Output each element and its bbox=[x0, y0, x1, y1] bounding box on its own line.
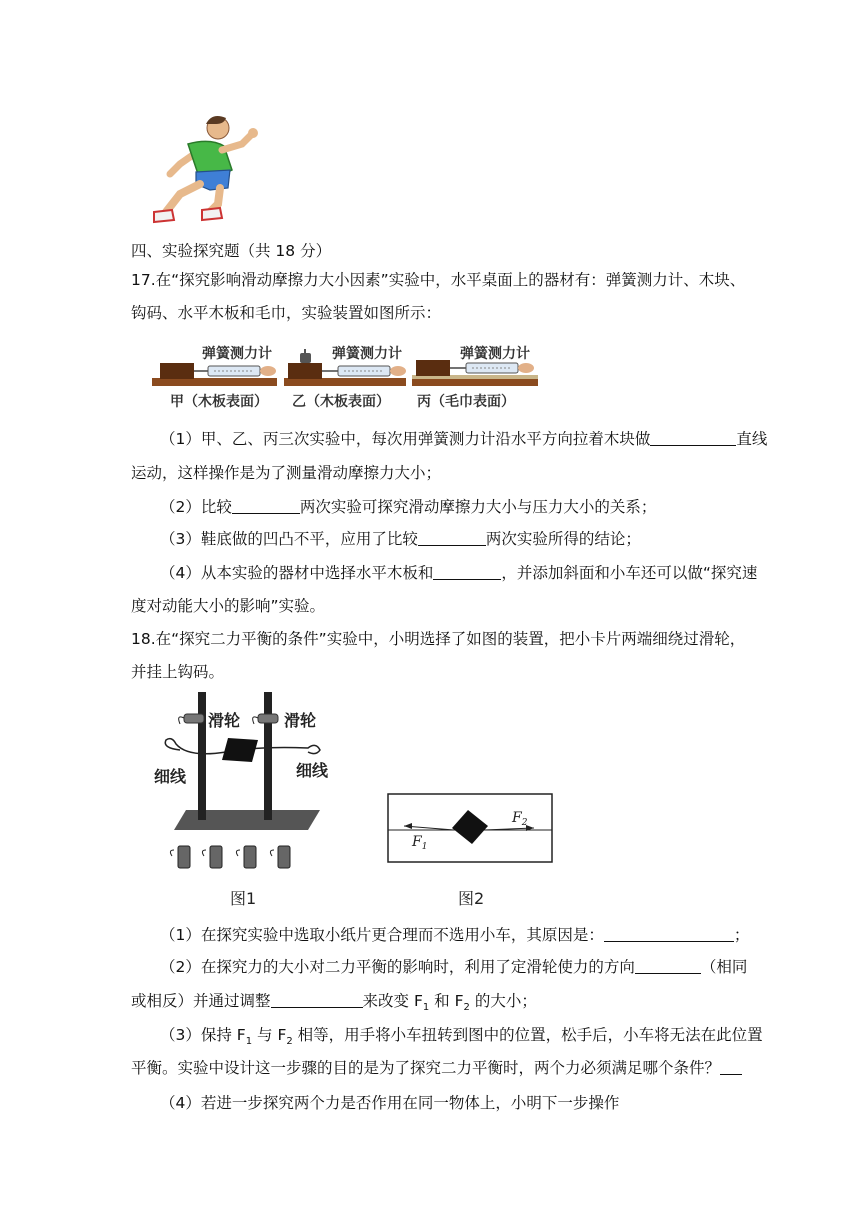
figure2-caption: 图2 bbox=[458, 889, 485, 908]
q18-part2-line1 bbox=[160, 956, 747, 978]
q17-part2-text-a: （2）比较 bbox=[160, 498, 232, 516]
q17-answer-blank-3[interactable] bbox=[418, 529, 486, 546]
q17-part1-line1 bbox=[160, 428, 767, 450]
q18-stem-line2: 并挂上钩码。 bbox=[131, 663, 225, 681]
two-force-apparatus-figure1 bbox=[148, 690, 338, 912]
q18-part2-text-c: 或相反）并通过调整 bbox=[131, 992, 271, 1010]
thread-label-left: 细线 bbox=[154, 767, 187, 786]
q18-part4: （4）若进一步探究两个力是否作用在同一物体上，小明下一步操作 bbox=[160, 1094, 620, 1112]
meter-label-bing: 弹簧测力计 bbox=[460, 346, 530, 362]
q18-part2-text-b: （相同 bbox=[700, 958, 748, 976]
apparatus-yi bbox=[284, 345, 406, 386]
thread-label-right: 细线 bbox=[296, 761, 329, 780]
apparatus-jia bbox=[152, 345, 277, 386]
f1-label: $F_1$ bbox=[412, 834, 428, 852]
q17-part3 bbox=[160, 528, 641, 550]
q17-answer-blank-4[interactable] bbox=[433, 563, 501, 580]
q17-part3-text-b: 两次实验所得的结论； bbox=[485, 530, 641, 548]
caption-bing: 丙（毛巾表面） bbox=[417, 394, 515, 410]
q18-part3-sub-2: 2 bbox=[286, 1036, 293, 1048]
q18-part1-text-b: ； bbox=[733, 926, 750, 944]
caption-jia: 甲（木板表面） bbox=[170, 394, 268, 410]
section-title: 四、实验探究题（共 18 分） bbox=[131, 242, 332, 260]
q17-part2 bbox=[160, 496, 656, 518]
q17-part1-text-b: 直线 bbox=[736, 430, 768, 448]
q18-answer-blank-1[interactable] bbox=[604, 925, 734, 942]
meter-label-yi: 弹簧测力计 bbox=[332, 346, 402, 362]
q17-part4-text-a: （4）从本实验的器材中选择水平木板和 bbox=[160, 564, 434, 582]
q18-part3-line1 bbox=[160, 1024, 763, 1053]
q17-stem-line1: 17.在“探究影响滑动摩擦力大小因素”实验中，水平桌面上的器材有：弹簧测力计、木块、 bbox=[131, 271, 746, 289]
q17-part2-text-b: 两次实验可探究滑动摩擦力大小与压力大小的关系； bbox=[299, 498, 657, 516]
q17-answer-blank-1[interactable] bbox=[650, 429, 736, 446]
force-diagram-figure2 bbox=[384, 792, 560, 912]
q18-part1 bbox=[160, 924, 749, 946]
q17-part4-line1 bbox=[160, 562, 757, 584]
q18-answer-blank-3[interactable] bbox=[271, 991, 363, 1008]
q17-part3-text-a: （3）鞋底做的凹凸不平，应用了比较 bbox=[160, 530, 418, 548]
q18-part2-line2 bbox=[131, 990, 537, 1019]
q18-part2-text-a: （2）在探究力的大小对二力平衡的影响时，利用了定滑轮使力的方向 bbox=[160, 958, 635, 976]
q18-part3-text-c: 相等，用手将小车扭转到图中的位置，松手后，小车将无法在此位置 bbox=[292, 1026, 763, 1044]
q18-part3-sub-1: 1 bbox=[245, 1036, 253, 1048]
q17-part4-line2: 度对动能大小的影响”实验。 bbox=[131, 597, 326, 615]
f2-label: $F_2$ bbox=[512, 810, 528, 828]
q17-part1-text-a: （1）甲、乙、丙三次实验中，每次用弹簧测力计沿水平方向拉着木块做 bbox=[160, 430, 651, 448]
q18-part3-text-b: 与 F bbox=[252, 1026, 287, 1044]
q18-part2-text-d: 来改变 F bbox=[362, 992, 423, 1010]
q18-part3-line2 bbox=[131, 1057, 742, 1079]
pulley-label-left: 滑轮 bbox=[208, 711, 241, 730]
apparatus-bing bbox=[412, 345, 538, 386]
figure1-caption: 图1 bbox=[230, 889, 257, 908]
q17-part4-text-b: ，并添加斜面和小车还可以做“探究速 bbox=[501, 564, 758, 582]
q17-stem-line2: 钩码、水平木板和毛巾，实验装置如图所示： bbox=[131, 304, 442, 322]
q18-part3-text-a: （3）保持 F bbox=[160, 1026, 246, 1044]
q17-part1-line2: 运动，这样操作是为了测量滑动摩擦力大小； bbox=[131, 464, 442, 482]
q18-part1-text-a: （1）在探究实验中选取小纸片更合理而不选用小车，其原因是： bbox=[160, 926, 604, 944]
q18-part3-text-d: 平衡。实验中设计这一步骤的目的是为了探究二力平衡时，两个力必须满足哪个条件？ bbox=[131, 1059, 721, 1077]
friction-experiment-figure bbox=[152, 344, 544, 414]
q18-part2-sub-1: 1 bbox=[422, 1002, 430, 1014]
q18-part2-sub-2: 2 bbox=[463, 1002, 470, 1014]
running-boy-illustration bbox=[140, 112, 270, 230]
q18-part2-text-f: 的大小； bbox=[469, 992, 537, 1010]
q18-answer-blank-4[interactable] bbox=[720, 1058, 742, 1075]
q18-answer-blank-2[interactable] bbox=[635, 957, 701, 974]
caption-yi: 乙（木板表面） bbox=[292, 394, 390, 410]
q17-answer-blank-2[interactable] bbox=[232, 497, 300, 514]
q18-part2-text-e: 和 F bbox=[429, 992, 464, 1010]
pulley-label-right: 滑轮 bbox=[284, 711, 317, 730]
meter-label-jia: 弹簧测力计 bbox=[202, 346, 272, 362]
q18-stem-line1: 18.在“探究二力平衡的条件”实验中，小明选择了如图的装置，把小卡片两端细绕过滑轮， bbox=[131, 630, 746, 648]
